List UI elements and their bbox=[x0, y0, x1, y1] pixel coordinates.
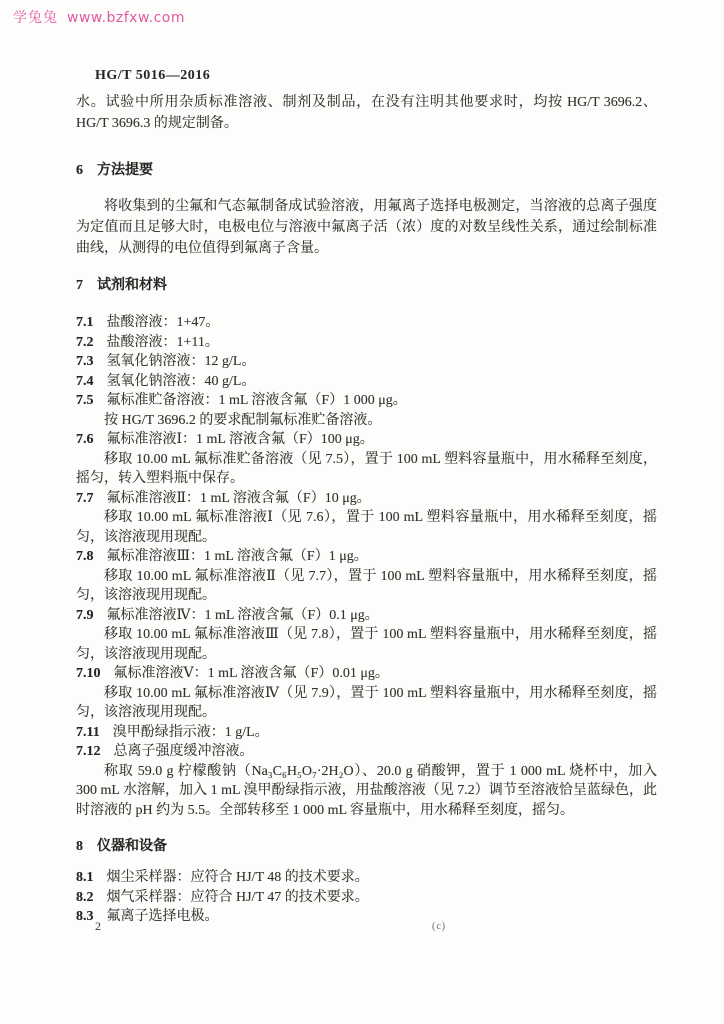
clause-7-4-number: 7.4 bbox=[76, 373, 94, 389]
standard-number-header: HG/T 5016—2016 bbox=[95, 68, 211, 83]
clause-7-5 bbox=[76, 391, 657, 411]
clause-8-3-number: 8.3 bbox=[76, 909, 94, 924]
intro-continuation-paragraph: 水。试验中所用杂质标准溶液、制剂及制品，在没有注明其他要求时，均按 HG/T 3696.2、HG/T 3696.3 的规定制备。 bbox=[76, 95, 657, 131]
clause-7-2-number: 7.2 bbox=[76, 334, 94, 350]
clause-7-10-number: 7.10 bbox=[76, 666, 101, 681]
clause-7-12-text: 总离子强度缓冲溶液。 bbox=[113, 744, 254, 759]
clause-7-12-note: 称取 59.0 g 柠檬酸钠（Na₃C₆H₅O₇·2H₂O）、20.0 g 硝酸钾，置于 1 000 mL 烧杯中，加入 300 mL 水溶解，加入 1 mL 溴甲酚绿指示液，用盐酸溶液（见 7.2）调节至溶液恰呈蓝绿色，此时溶液的 pH 约为 5.5。全部转移至 1 000 mL 容量瓶中，用水稀释至刻度，摇匀。 bbox=[76, 763, 657, 818]
section-7-number: 7 bbox=[76, 278, 83, 293]
clause-7-4 bbox=[76, 372, 657, 392]
clause-7-11 bbox=[76, 723, 657, 743]
section-7-heading bbox=[76, 275, 657, 296]
clause-8-2-text: 烟气采样器：应符合 HJ/T 47 的技术要求。 bbox=[106, 889, 369, 905]
clause-7-9 bbox=[76, 606, 657, 626]
section-6-title: 方法提要 bbox=[97, 163, 153, 178]
section-8-title: 仪器和设备 bbox=[97, 839, 167, 854]
clause-7-9-text: 氟标准溶液Ⅳ：1 mL 溶液含氟（F）0.1 μg。 bbox=[106, 607, 379, 623]
clause-7-6-text: 氟标准溶液Ⅰ：1 mL 溶液含氟（F）100 μg。 bbox=[106, 432, 374, 447]
clause-7-1-text: 盐酸溶液：1+47。 bbox=[106, 315, 220, 330]
clause-7-5-number: 7.5 bbox=[76, 393, 94, 408]
clause-8-3 bbox=[76, 907, 657, 927]
clause-7-12 bbox=[76, 742, 657, 762]
clause-7-3 bbox=[76, 352, 657, 372]
clause-7-8-number: 7.8 bbox=[76, 549, 94, 564]
clause-7-5-note: 按 HG/T 3696.2 的要求配制氟标准贮备溶液。 bbox=[104, 412, 382, 428]
clause-7-1 bbox=[76, 313, 657, 333]
clause-7-7-text: 氟标准溶液Ⅱ：1 mL 溶液含氟（F）10 μg。 bbox=[106, 490, 371, 506]
section-6-number: 6 bbox=[76, 163, 83, 178]
section-8-number: 8 bbox=[76, 839, 83, 854]
clause-7-1-number: 7.1 bbox=[76, 315, 94, 330]
clause-8-2 bbox=[76, 888, 657, 908]
clause-7-5-text: 氟标准贮备溶液：1 mL 溶液含氟（F）1 000 μg。 bbox=[106, 393, 407, 408]
clause-7-7-note: 移取 10.00 mL 氟标准溶液Ⅰ（见 7.6），置于 100 mL 塑料容量瓶中，用水稀释至刻度，摇匀，该溶液现用现配。 bbox=[76, 510, 657, 545]
section-8-heading bbox=[76, 836, 657, 857]
clause-8-2-number: 8.2 bbox=[76, 889, 94, 905]
clause-7-9-note: 移取 10.00 mL 氟标准溶液Ⅲ（见 7.8），置于 100 mL 塑料容量瓶中，用水稀释至刻度，摇匀，该溶液现用现配。 bbox=[76, 627, 657, 662]
clause-7-10-text: 氟标准溶液Ⅴ：1 mL 溶液含氟（F）0.01 μg。 bbox=[113, 666, 389, 681]
clause-7-3-text: 氢氧化钠溶液：12 g/L。 bbox=[106, 354, 256, 369]
section-7-clauses bbox=[76, 313, 657, 820]
clause-7-7 bbox=[76, 489, 657, 509]
document-body bbox=[76, 92, 657, 927]
clause-7-6-number: 7.6 bbox=[76, 432, 94, 447]
clause-7-8-note: 移取 10.00 mL 氟标准溶液Ⅱ（见 7.7），置于 100 mL 塑料容量瓶中，用水稀释至刻度，摇匀，该溶液现用现配。 bbox=[76, 568, 657, 603]
page-number: 2 bbox=[95, 919, 101, 933]
clause-7-4-text: 氢氧化钠溶液：40 g/L。 bbox=[106, 373, 256, 389]
footer-copyright-mark: (c) bbox=[432, 921, 447, 932]
section-8-clauses bbox=[76, 868, 657, 927]
clause-7-2 bbox=[76, 333, 657, 353]
clause-8-3-text: 氟离子选择电极。 bbox=[106, 909, 219, 924]
clause-7-12-number: 7.12 bbox=[76, 744, 101, 759]
watermark-url: www.bzfxw.com bbox=[67, 10, 185, 26]
section-6-heading bbox=[76, 160, 657, 181]
clause-7-11-number: 7.11 bbox=[76, 724, 100, 740]
clause-7-6-note: 移取 10.00 mL 氟标准贮备溶液（见 7.5），置于 100 mL 塑料容量瓶中，用水稀释至刻度，摇匀，转入塑料瓶中保存。 bbox=[76, 451, 657, 486]
clause-7-2-text: 盐酸溶液：1+11。 bbox=[106, 334, 219, 350]
clause-7-7-number: 7.7 bbox=[76, 490, 94, 506]
clause-7-3-number: 7.3 bbox=[76, 354, 94, 369]
clause-7-9-number: 7.9 bbox=[76, 607, 94, 623]
watermark bbox=[13, 7, 185, 27]
clause-7-8-text: 氟标准溶液Ⅲ：1 mL 溶液含氟（F）1 μg。 bbox=[106, 549, 368, 564]
clause-7-10-note: 移取 10.00 mL 氟标准溶液Ⅳ（见 7.9），置于 100 mL 塑料容量瓶中，用水稀释至刻度，摇匀，该溶液现用现配。 bbox=[76, 685, 657, 720]
clause-7-10 bbox=[76, 664, 657, 684]
clause-8-1-text: 烟尘采样器：应符合 HJ/T 48 的技术要求。 bbox=[106, 870, 369, 885]
clause-7-8 bbox=[76, 547, 657, 567]
watermark-site-name: 学兔兔 bbox=[13, 10, 58, 26]
clause-8-1-number: 8.1 bbox=[76, 870, 94, 885]
clause-7-6 bbox=[76, 430, 657, 450]
clause-8-1 bbox=[76, 868, 657, 888]
clause-7-11-text: 溴甲酚绿指示液：1 g/L。 bbox=[112, 724, 269, 740]
section-7-title: 试剂和材料 bbox=[97, 278, 167, 293]
section-6-paragraph: 将收集到的尘氟和气态氟制备成试验溶液，用氟离子选择电极测定，当溶液的总离子强度为定值而且足够大时，电极电位与溶液中氟离子活（浓）度的对数呈线性关系，通过绘制标准曲线，从测得的电位值得到氟离子含量。 bbox=[76, 199, 657, 256]
